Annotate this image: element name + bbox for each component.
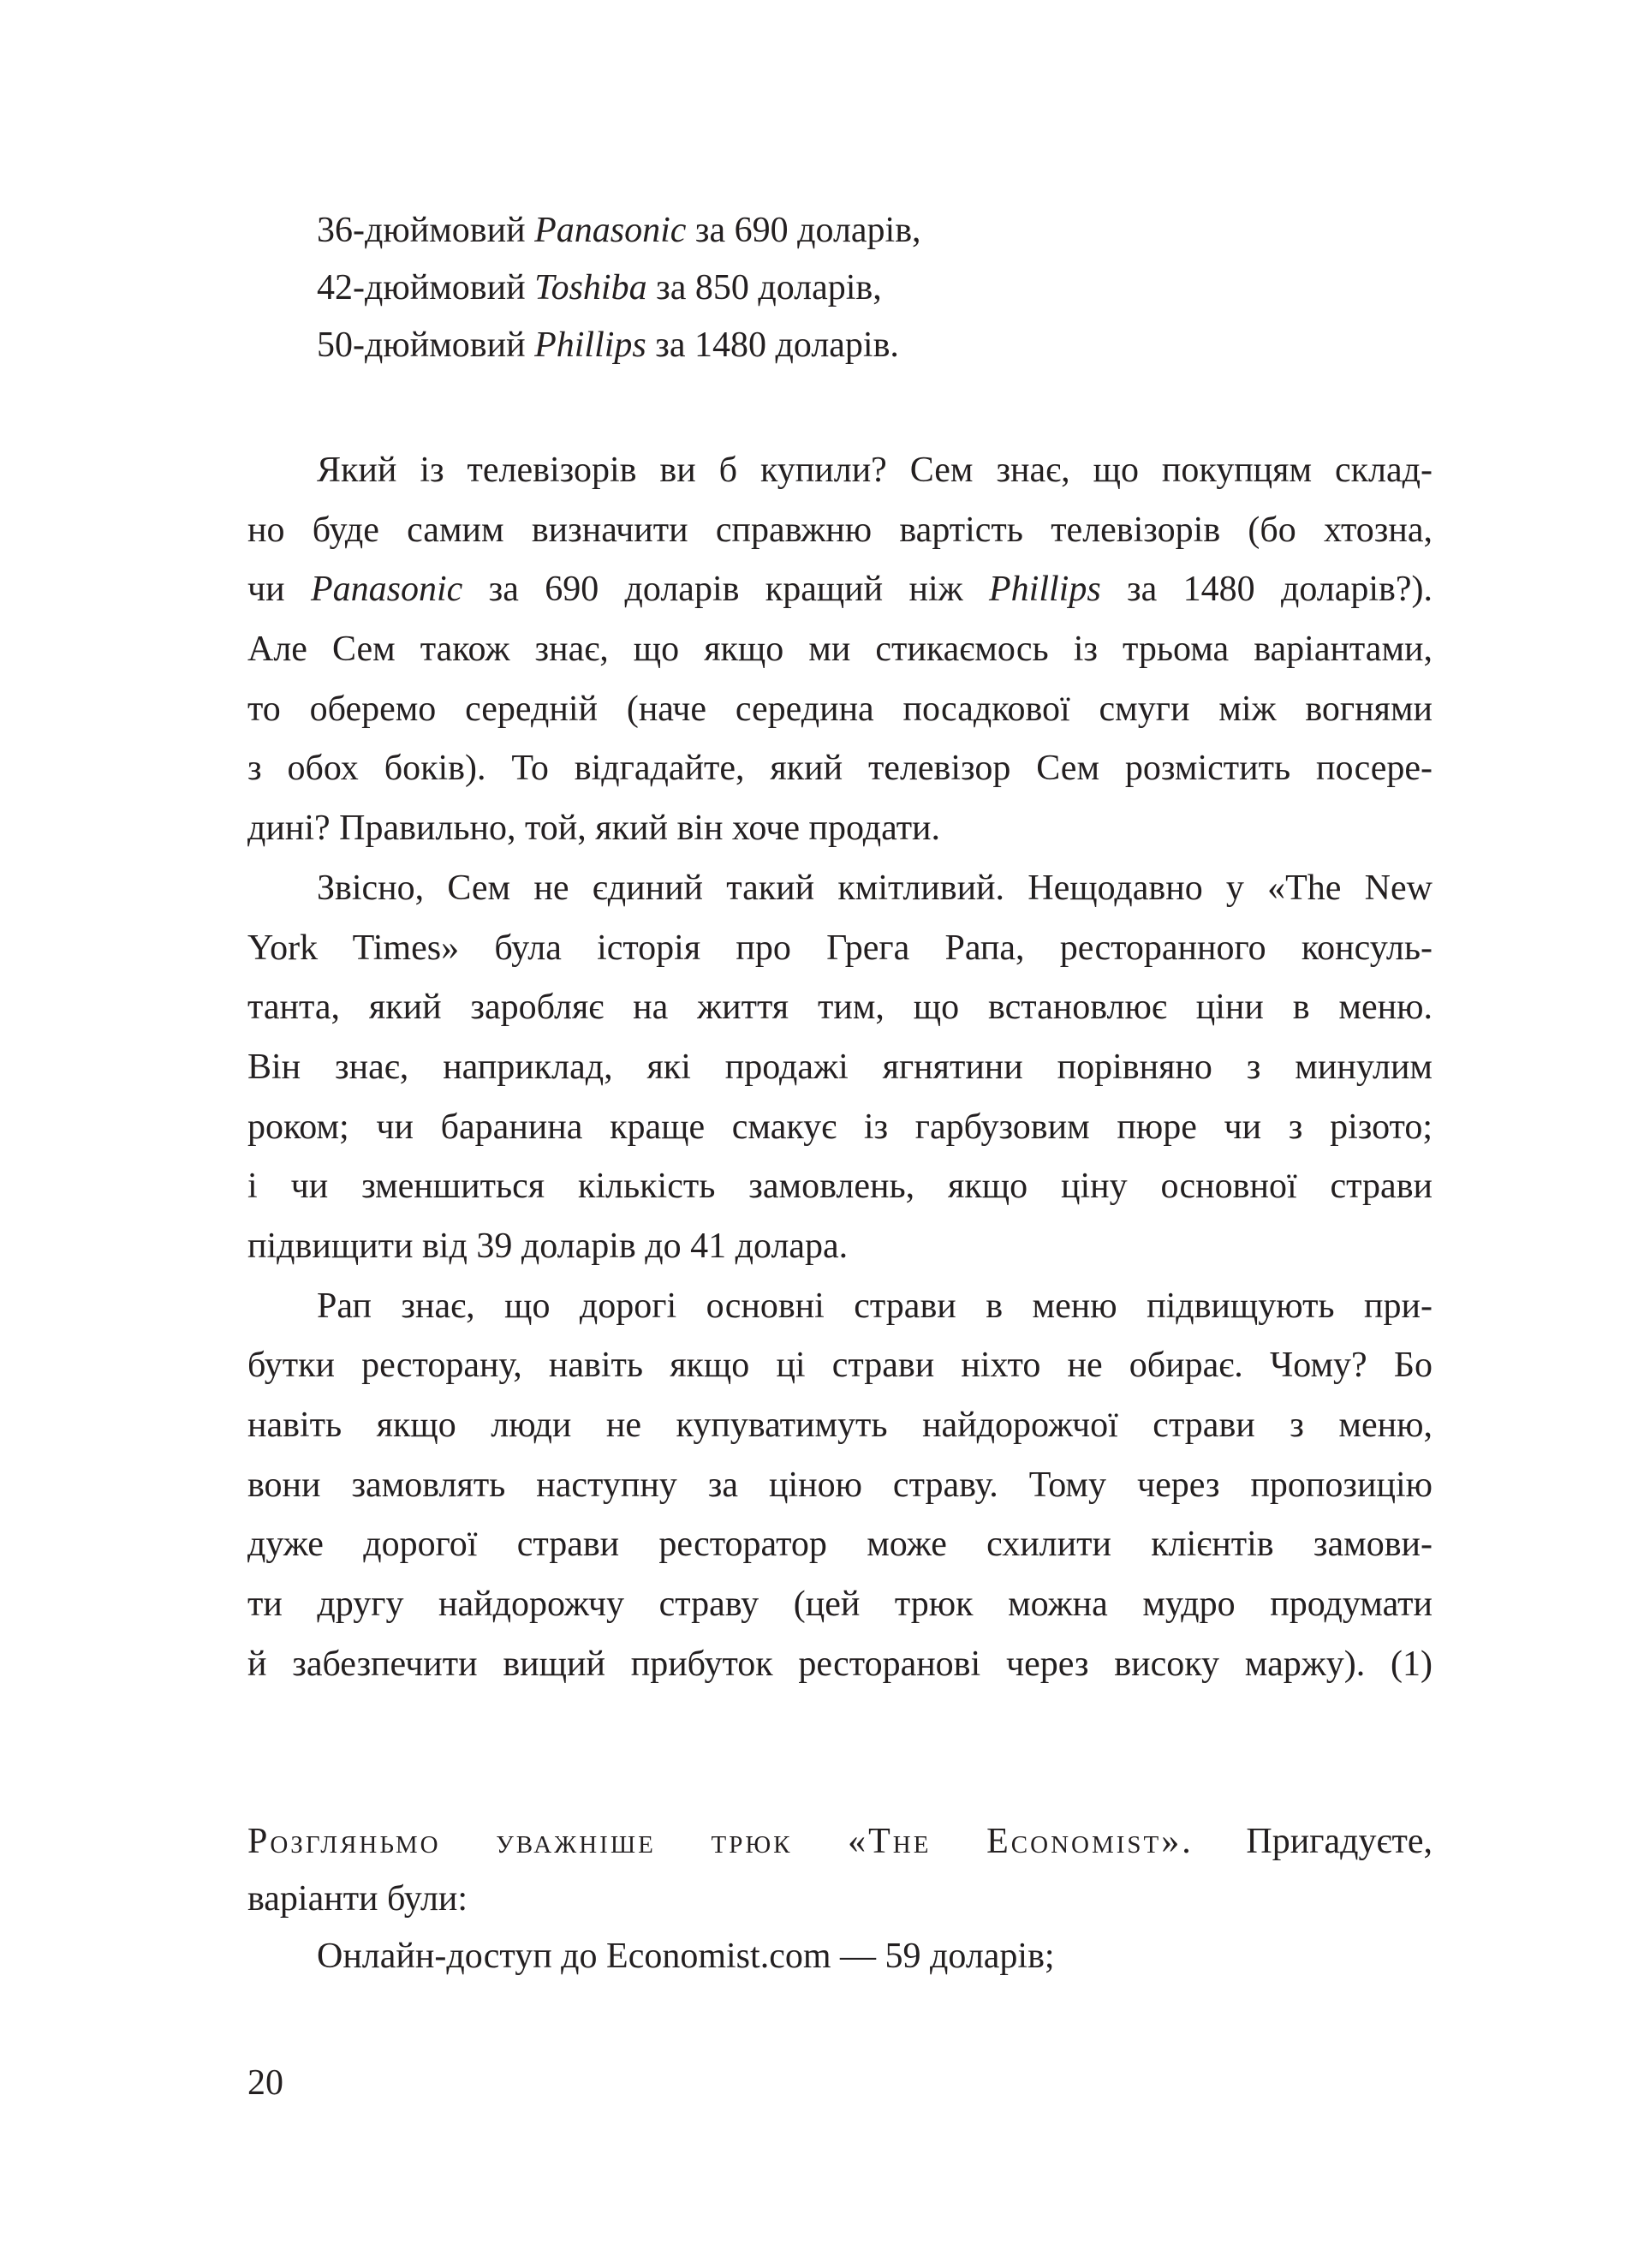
text-line: танта, який заробляє на життя тим, що встановлює ціни в меню. — [247, 988, 1433, 1028]
text-line: но буде самим визначити справжню вартість телевізорів (бо хтозна, — [247, 510, 1433, 550]
text-line: то оберемо середній (наче середина посадкової смуги між вогнями — [247, 689, 1433, 729]
section-lead-smallcaps: Розгляньмо уважніше трюк «The Economist». — [247, 1822, 1194, 1861]
text-line: Рап знає, що дорогі основні страви в меню підвищують при- — [317, 1286, 1433, 1326]
tv-size: 42-дюймовий — [317, 268, 535, 307]
text-fragment: Пригадуєте, — [1193, 1822, 1433, 1861]
text-line: й забезпечити вищий прибуток ресторанові через високу маржу). (1) — [247, 1644, 1433, 1684]
tv-price-list — [247, 202, 1433, 374]
text-line: дині? Правильно, той, який він хоче продати. — [247, 809, 941, 849]
list-item: Онлайн-доступ до Economist.com — 59 доларів; — [317, 1937, 1055, 1976]
text-line: York Times» була історія про Грега Рапа, ресторанного консуль- — [247, 928, 1433, 968]
section-start — [247, 1813, 1433, 1985]
text-fragment: за 690 доларів кращий ніж — [462, 570, 989, 610]
text-line — [247, 560, 1433, 620]
tv-price: за 850 доларів, — [646, 268, 882, 307]
text-line: ти другу найдорожчу страву (цей трюк можна мудро продумати — [247, 1585, 1433, 1625]
text-line: Але Сем також знає, що якщо ми стикаємось із трьома варіантами, — [247, 630, 1433, 670]
text-line: з обох боків). То відгадайте, який телевізор Сем розмістить посере- — [247, 749, 1433, 789]
text-line — [247, 1813, 1433, 1871]
list-item — [247, 202, 1433, 260]
tv-size: 50-дюймовий — [317, 325, 535, 365]
text-line: навіть якщо люди не купуватимуть найдорожчої страви з меню, — [247, 1406, 1433, 1445]
body-text — [247, 441, 1433, 1694]
text-line: підвищити від 39 доларів до 41 долара. — [247, 1226, 849, 1266]
text-line: роком; чи баранина краще смакує із гарбузовим пюре чи з різото; — [247, 1107, 1433, 1147]
tv-brand: Toshiba — [534, 268, 647, 307]
tv-brand: Panasonic — [534, 211, 687, 250]
text-fragment: чи — [247, 570, 311, 610]
tv-price: за 690 доларів, — [686, 211, 921, 250]
text-line: бутки ресторану, навіть якщо ці страви ніхто не обирає. Чому? Бо — [247, 1346, 1433, 1386]
text-fragment: за 1480 доларів?). — [1100, 570, 1433, 610]
text-line: варіанти були: — [247, 1879, 468, 1919]
page-number: 20 — [247, 2063, 283, 2103]
text-line: Він знає, наприклад, які продажі ягнятини порівняно з минулим — [247, 1047, 1433, 1087]
brand-italic: Panasonic — [310, 570, 463, 610]
tv-price: за 1480 доларів. — [646, 325, 899, 365]
tv-size: 36-дюймовий — [317, 211, 535, 250]
text-line: і чи зменшиться кількість замовлень, якщо ціну основної страви — [247, 1167, 1433, 1207]
text-line: Звісно, Сем не єдиний такий кмітливий. Нещодавно у «The New — [317, 868, 1433, 908]
text-line: дуже дорогої страви ресторатор може схилити клієнтів замови- — [247, 1525, 1433, 1565]
text-line: вони замовлять наступну за ціною страву. Тому через пропозицію — [247, 1465, 1433, 1505]
text-line: Який із телевізорів ви б купили? Сем знає, що покупцям склад- — [317, 451, 1433, 490]
tv-brand: Phillips — [534, 325, 646, 365]
list-item — [247, 260, 1433, 317]
list-item — [247, 317, 1433, 374]
brand-italic: Phillips — [989, 570, 1101, 610]
